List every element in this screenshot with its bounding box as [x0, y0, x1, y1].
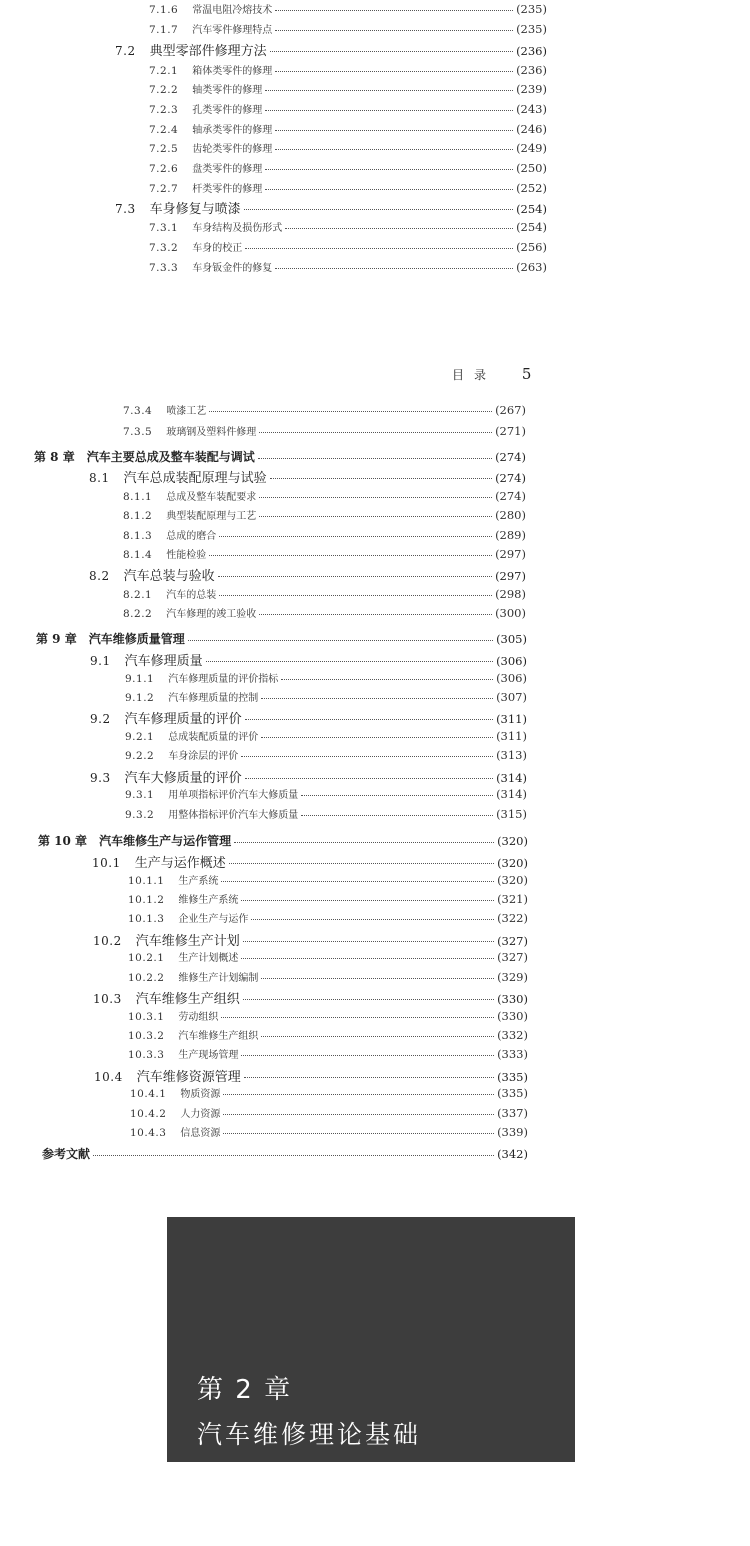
toc-entry-number: 10.4 — [94, 1070, 123, 1084]
toc-entry-title: 车身涂层的评价 — [168, 751, 239, 762]
toc-entry-page: (250) — [516, 161, 547, 175]
leader-dots — [188, 640, 493, 641]
toc-entry-number: 7.2.1 — [149, 65, 179, 77]
toc-entry[interactable] — [149, 62, 547, 77]
chapter-opener-card — [167, 1217, 575, 1462]
toc-entry-page: (307) — [496, 690, 527, 704]
toc-entry-page: (335) — [497, 1070, 528, 1084]
leader-dots — [259, 614, 492, 615]
toc-entry-page: (330) — [497, 992, 528, 1006]
toc-entry-number: 10.2.1 — [128, 952, 165, 964]
toc-entry-number: 10.2 — [93, 934, 122, 948]
leader-dots — [241, 900, 494, 901]
leader-dots — [261, 1036, 494, 1037]
toc-entry[interactable] — [130, 1124, 528, 1139]
toc-entry-page: (267) — [495, 403, 526, 417]
toc-chapter[interactable] — [36, 630, 527, 647]
toc-entry-number: 7.2.6 — [149, 163, 179, 175]
leader-dots — [275, 268, 513, 269]
toc-chapter-number: 第 10 章 — [38, 834, 88, 848]
toc-entry-title: 玻璃钢及塑料件修理 — [166, 427, 257, 438]
toc-entry[interactable] — [128, 1027, 528, 1042]
toc-entry[interactable] — [90, 650, 527, 669]
toc-entry-page: (254) — [516, 220, 547, 234]
toc-entry-page: (235) — [516, 2, 547, 16]
toc-entry-number: 8.2.2 — [123, 608, 153, 620]
toc-entry[interactable] — [149, 81, 547, 96]
toc-entry-number: 9.1 — [90, 654, 111, 668]
toc-entry[interactable] — [128, 910, 528, 925]
toc-entry-title: 汽车维修资源管理 — [136, 1070, 241, 1085]
toc-entry-title: 车身修复与喷漆 — [149, 202, 241, 217]
toc-entry[interactable] — [149, 121, 547, 136]
toc-entry-page: (246) — [516, 122, 547, 136]
toc-entry[interactable] — [149, 101, 547, 116]
toc-entry[interactable] — [128, 872, 528, 887]
leader-dots — [265, 189, 513, 190]
leader-dots — [221, 881, 494, 882]
toc-entry-page: (342) — [497, 1147, 528, 1161]
toc-entry-page: (320) — [497, 834, 528, 848]
leader-dots — [261, 737, 493, 738]
leader-dots — [245, 778, 493, 779]
toc-entry[interactable] — [128, 1046, 528, 1061]
toc-entry-title: 汽车修理质量的评价 — [124, 712, 242, 727]
leader-dots — [241, 1055, 494, 1056]
leader-dots — [245, 719, 493, 720]
toc-entry-title: 企业生产与运作 — [178, 914, 249, 925]
toc-entry-number: 7.3.3 — [149, 262, 179, 274]
toc-entry-title: 生产计划概述 — [178, 953, 239, 964]
toc-entry[interactable] — [123, 546, 526, 561]
toc-entry-page: (274) — [495, 471, 526, 485]
toc-entry-number: 7.3 — [115, 202, 136, 216]
toc-entry-page: (239) — [516, 82, 547, 96]
toc-entry[interactable] — [125, 689, 527, 704]
toc-entry-page: (327) — [497, 934, 528, 948]
toc-entry-number: 10.3.1 — [128, 1011, 165, 1023]
toc-entry-page: (330) — [497, 1009, 528, 1023]
toc-entry-title: 汽车维修生产组织 — [135, 992, 240, 1007]
leader-dots — [219, 536, 492, 537]
toc-entry-number: 10.4.1 — [130, 1088, 167, 1100]
toc-entry-page: (236) — [516, 44, 547, 58]
toc-entry-number: 7.2.4 — [149, 124, 179, 136]
toc-entry-page: (333) — [497, 1047, 528, 1061]
toc-entry[interactable] — [115, 40, 547, 59]
toc-entry-title: 总成及整车装配要求 — [166, 492, 257, 503]
toc-entry-page: (235) — [516, 22, 547, 36]
toc-entry-number: 7.3.1 — [149, 222, 179, 234]
toc-entry-number: 9.3.1 — [125, 789, 155, 801]
toc-entry-page: (335) — [497, 1086, 528, 1100]
toc-entry-page: (298) — [495, 587, 526, 601]
toc-entry-title: 汽车修理质量 — [124, 654, 203, 669]
toc-entry[interactable] — [89, 565, 526, 584]
toc-entry-page: (327) — [497, 950, 528, 964]
toc-entry-title: 汽车修理质量的评价指标 — [168, 674, 279, 685]
leader-dots — [223, 1094, 494, 1095]
toc-entry[interactable] — [149, 180, 547, 195]
toc-entry-number: 8.2 — [89, 569, 110, 583]
leader-dots — [259, 497, 492, 498]
leader-dots — [93, 1155, 494, 1156]
toc-entry-title: 轴类零件的修理 — [192, 85, 263, 96]
toc-entry-number: 7.3.5 — [123, 426, 153, 438]
toc-entry-page: (263) — [516, 260, 547, 274]
leader-dots — [258, 458, 492, 459]
leader-dots — [209, 555, 492, 556]
toc-entry-title: 生产系统 — [178, 876, 219, 887]
toc-entry[interactable] — [128, 891, 528, 906]
toc-entry[interactable] — [149, 140, 547, 155]
toc-chapter-title: 汽车维修生产与运作管理 — [99, 834, 232, 848]
toc-entry[interactable] — [149, 21, 547, 36]
toc-entry-number: 7.2.5 — [149, 143, 179, 155]
toc-entry[interactable] — [130, 1085, 528, 1100]
toc-entry-number: 10.4.2 — [130, 1108, 167, 1120]
toc-entry-number: 7.2 — [115, 44, 136, 58]
toc-entry-page: (274) — [495, 450, 526, 464]
leader-dots — [301, 795, 493, 796]
toc-entry[interactable] — [128, 1008, 528, 1023]
toc-entry-title: 劳动组织 — [178, 1012, 219, 1023]
toc-entry[interactable] — [123, 423, 526, 438]
toc-entry-number: 7.2.2 — [149, 84, 179, 96]
toc-entry-title: 常温电阻冷熔技术 — [192, 5, 273, 16]
toc-entry-page: (311) — [496, 729, 527, 743]
toc-entry[interactable] — [93, 988, 528, 1007]
toc-entry-page: (337) — [497, 1106, 528, 1120]
toc-entry-number: 9.3 — [90, 771, 111, 785]
toc-entry-title: 盘类零件的修理 — [192, 164, 263, 175]
toc-entry-title: 性能检验 — [166, 550, 207, 561]
toc-entry-number: 10.1.1 — [128, 875, 165, 887]
toc-entry-number: 9.3.2 — [125, 809, 155, 821]
toc-entry-number: 8.1 — [89, 471, 110, 485]
toc-entry-page: (321) — [497, 892, 528, 906]
toc-entry[interactable] — [123, 488, 526, 503]
toc-entry[interactable] — [123, 507, 526, 522]
toc-entry-number: 7.2.3 — [149, 104, 179, 116]
toc-entry-page: (314) — [496, 787, 527, 801]
toc-entry-number: 10.3.2 — [128, 1030, 165, 1042]
toc-entry-title: 汽车的总装 — [166, 590, 217, 601]
toc-entry-title: 箱体类零件的修理 — [192, 66, 273, 77]
chapter-title: 汽车维修理论基础 — [197, 1420, 422, 1449]
toc-entry-title: 人力资源 — [180, 1109, 221, 1120]
leader-dots — [223, 1133, 494, 1134]
page-number: 5 — [521, 365, 532, 383]
toc-chapter-number: 第 9 章 — [36, 632, 77, 646]
toc-entry-number: 9.2.1 — [125, 731, 155, 743]
leader-dots — [241, 958, 494, 959]
toc-entry-title: 齿轮类零件的修理 — [192, 144, 273, 155]
toc-entry[interactable] — [115, 198, 547, 217]
page-header — [452, 365, 531, 383]
toc-entry-title: 汽车总装与验收 — [123, 569, 215, 584]
toc-entry[interactable] — [130, 1105, 528, 1120]
leader-dots — [229, 863, 494, 864]
toc-entry-title: 生产现场管理 — [178, 1050, 239, 1061]
toc-entry-page: (320) — [497, 873, 528, 887]
toc-entry-title: 典型装配原理与工艺 — [166, 511, 257, 522]
toc-references[interactable] — [42, 1145, 528, 1162]
toc-entry-page: (315) — [496, 807, 527, 821]
toc-entry-number: 10.1.2 — [128, 894, 165, 906]
toc-entry-number: 10.2.2 — [128, 972, 165, 984]
leader-dots — [275, 10, 513, 11]
toc-entry-title: 典型零部件修理方法 — [149, 44, 267, 59]
leader-dots — [243, 999, 494, 1000]
toc-entry-number: 10.3.3 — [128, 1049, 165, 1061]
toc-entry-page: (297) — [495, 569, 526, 583]
toc-entry-title: 物质资源 — [180, 1089, 221, 1100]
toc-entry[interactable] — [149, 259, 547, 274]
toc-chapter[interactable] — [38, 832, 528, 849]
toc-entry-page: (243) — [516, 102, 547, 116]
leader-dots — [270, 51, 513, 52]
leader-dots — [261, 698, 493, 699]
toc-entry[interactable] — [125, 747, 527, 762]
toc-entry-number: 7.1.6 — [149, 4, 179, 16]
toc-entry[interactable] — [90, 767, 527, 786]
toc-entry-number: 8.2.1 — [123, 589, 153, 601]
toc-entry-page: (305) — [496, 632, 527, 646]
toc-entry-page: (280) — [495, 508, 526, 522]
toc-entry-title: 维修生产系统 — [178, 895, 239, 906]
toc-entry-number: 9.1.1 — [125, 673, 155, 685]
toc-entry-page: (236) — [516, 63, 547, 77]
toc-entry-title: 车身钣金件的修复 — [192, 263, 273, 274]
toc-entry-page: (252) — [516, 181, 547, 195]
leader-dots — [221, 1017, 494, 1018]
toc-entry-title: 车身结构及损伤形式 — [192, 223, 283, 234]
toc-entry-page: (311) — [496, 712, 527, 726]
toc-entry-page: (274) — [495, 489, 526, 503]
toc-entry-title: 用单项指标评价汽车大修质量 — [168, 790, 299, 801]
leader-dots — [259, 432, 492, 433]
toc-entry-page: (271) — [495, 424, 526, 438]
toc-entry-number: 9.2 — [90, 712, 111, 726]
toc-entry[interactable] — [123, 586, 526, 601]
toc-entry-title: 汽车修理质量的控制 — [168, 693, 259, 704]
toc-entry-title: 汽车修理的竣工验收 — [166, 609, 257, 620]
toc-entry-page: (332) — [497, 1028, 528, 1042]
toc-entry-title: 生产与运作概述 — [134, 856, 226, 871]
toc-entry-page: (297) — [495, 547, 526, 561]
toc-entry-number: 8.1.4 — [123, 549, 153, 561]
leader-dots — [261, 978, 494, 979]
toc-entry-title: 总成装配质量的评价 — [168, 732, 259, 743]
toc-entry-title: 总成的磨合 — [166, 531, 217, 542]
toc-entry-page: (320) — [497, 856, 528, 870]
toc-entry-number: 9.1.2 — [125, 692, 155, 704]
toc-entry-number: 7.1.7 — [149, 24, 179, 36]
toc-entry-title: 孔类零件的修理 — [192, 105, 263, 116]
leader-dots — [259, 516, 492, 517]
toc-chapter-title: 汽车主要总成及整车装配与调试 — [86, 450, 255, 464]
leader-dots — [243, 941, 494, 942]
toc-entry-page: (249) — [516, 141, 547, 155]
toc-entry-title: 汽车零件修理特点 — [192, 25, 273, 36]
toc-entry-title: 汽车总成装配原理与试验 — [123, 471, 267, 486]
toc-entry-page: (256) — [516, 240, 547, 254]
leader-dots — [251, 919, 494, 920]
toc-entry[interactable] — [128, 969, 528, 984]
leader-dots — [245, 248, 513, 249]
toc-entry-title: 杆类零件的修理 — [192, 184, 263, 195]
toc-chapter-number: 第 8 章 — [34, 450, 75, 464]
toc-entry[interactable] — [123, 402, 526, 417]
toc-entry-title: 汽车维修生产组织 — [178, 1031, 259, 1042]
toc-entry-title: 信息资源 — [180, 1128, 221, 1139]
toc-entry[interactable] — [149, 1, 547, 16]
toc-entry-title: 汽车大修质量的评价 — [124, 771, 242, 786]
toc-entry-page: (289) — [495, 528, 526, 542]
leader-dots — [281, 679, 493, 680]
toc-entry-number: 7.3.2 — [149, 242, 179, 254]
toc-entry-title: 喷漆工艺 — [166, 406, 207, 417]
toc-entry-page: (254) — [516, 202, 547, 216]
toc-entry-number: 7.2.7 — [149, 183, 179, 195]
leader-dots — [275, 130, 513, 131]
toc-entry[interactable] — [149, 239, 547, 254]
toc-entry-title: 轴承类零件的修理 — [192, 125, 273, 136]
toc-entry[interactable] — [93, 930, 528, 949]
toc-entry-page: (300) — [495, 606, 526, 620]
leader-dots — [270, 478, 492, 479]
toc-chapter-title: 汽车维修质量管理 — [88, 632, 185, 646]
toc-entry[interactable] — [149, 219, 547, 234]
toc-chapter[interactable] — [34, 448, 526, 465]
toc-entry[interactable] — [149, 160, 547, 175]
toc-entry-number: 10.1.3 — [128, 913, 165, 925]
toc-entry[interactable] — [125, 806, 527, 821]
toc-entry[interactable] — [92, 852, 528, 871]
toc-entry-number: 10.1 — [92, 856, 121, 870]
toc-entry[interactable] — [94, 1066, 528, 1085]
leader-dots — [219, 595, 492, 596]
toc-entry[interactable] — [125, 670, 527, 685]
toc-entry-number: 7.3.4 — [123, 405, 153, 417]
leader-dots — [218, 576, 492, 577]
toc-entry-number: 8.1.1 — [123, 491, 153, 503]
toc-entry[interactable] — [123, 527, 526, 542]
toc-entry-title: 车身的校正 — [192, 243, 243, 254]
toc-entry-number: 10.3 — [93, 992, 122, 1006]
leader-dots — [265, 90, 513, 91]
leader-dots — [209, 411, 492, 412]
toc-entry-page: (306) — [496, 671, 527, 685]
leader-dots — [275, 149, 513, 150]
toc-entry-number: 8.1.3 — [123, 530, 153, 542]
toc-entry-page: (322) — [497, 911, 528, 925]
leader-dots — [234, 842, 494, 843]
toc-entry-title: 维修生产计划编制 — [178, 973, 259, 984]
leader-dots — [275, 71, 513, 72]
leader-dots — [241, 756, 493, 757]
toc-entry[interactable] — [125, 786, 527, 801]
toc-entry-number: 8.1.2 — [123, 510, 153, 522]
chapter-number: 第 2 章 — [197, 1375, 293, 1405]
toc-entry[interactable] — [125, 728, 527, 743]
leader-dots — [275, 30, 513, 31]
leader-dots — [285, 228, 513, 229]
toc-entry-page: (329) — [497, 970, 528, 984]
toc-entry[interactable] — [123, 605, 526, 620]
toc-entry-page: (306) — [496, 654, 527, 668]
leader-dots — [265, 110, 513, 111]
toc-entry-page: (339) — [497, 1125, 528, 1139]
leader-dots — [223, 1114, 494, 1115]
toc-references-title: 参考文献 — [42, 1147, 91, 1161]
toc-entry[interactable] — [90, 708, 527, 727]
leader-dots — [244, 1077, 494, 1078]
toc-entry-number: 10.4.3 — [130, 1127, 167, 1139]
leader-dots — [265, 169, 513, 170]
toc-entry-title: 用整体指标评价汽车大修质量 — [168, 810, 299, 821]
toc-entry-title: 汽车维修生产计划 — [135, 934, 240, 949]
leader-dots — [244, 209, 513, 210]
header-label: 目录 — [452, 368, 497, 382]
toc-entry[interactable] — [128, 949, 528, 964]
toc-entry-page: (314) — [496, 771, 527, 785]
leader-dots — [301, 815, 493, 816]
toc-entry-number: 9.2.2 — [125, 750, 155, 762]
toc-entry[interactable] — [89, 467, 526, 486]
leader-dots — [206, 661, 493, 662]
toc-entry-page: (313) — [496, 748, 527, 762]
